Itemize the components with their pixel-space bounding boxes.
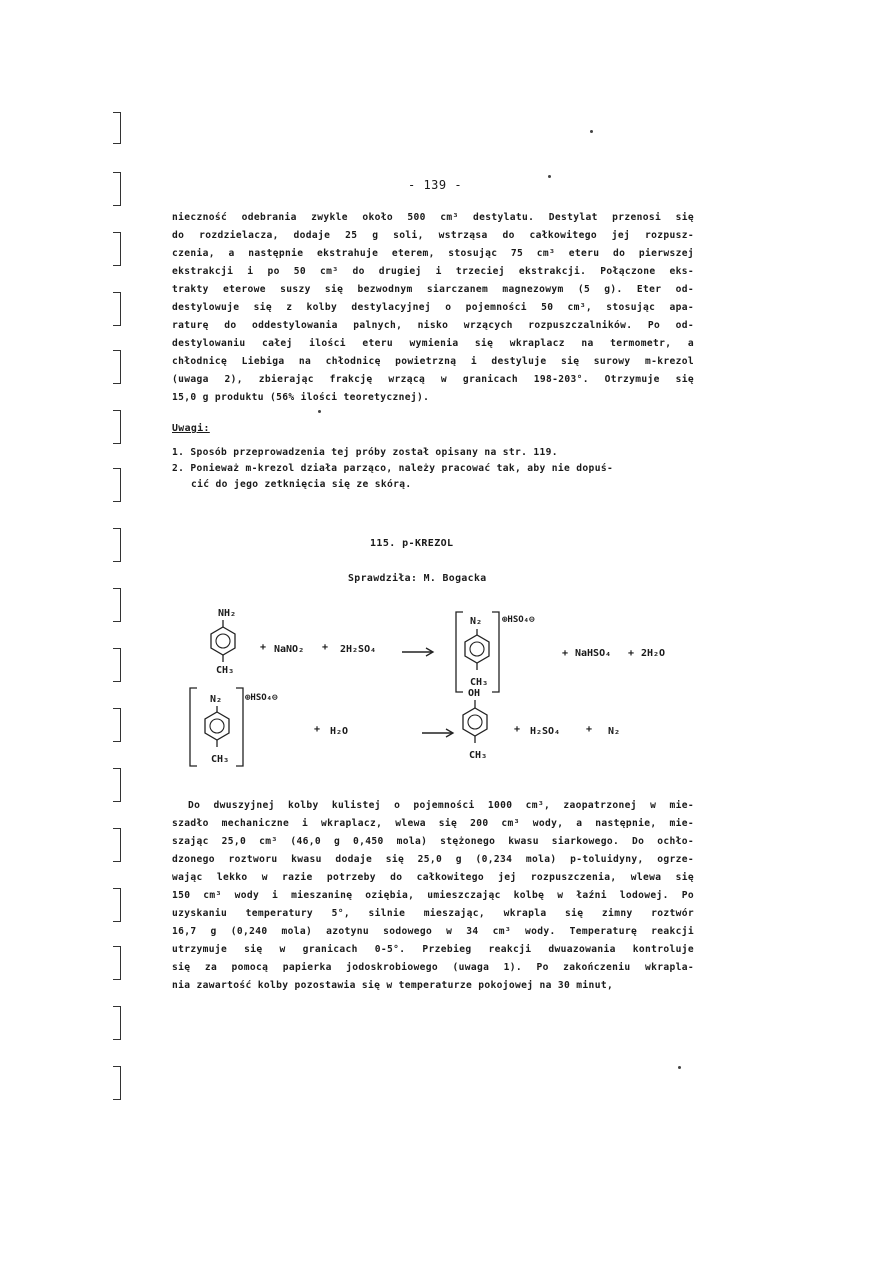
margin-bracket bbox=[113, 1006, 121, 1040]
margin-bracket bbox=[113, 292, 121, 326]
p-cresol-structure bbox=[463, 688, 487, 761]
text-line: (uwaga 2), zbierając frakcję wrzącą w granicach 198-203°. Otrzymuje się bbox=[172, 374, 694, 385]
margin-bracket bbox=[113, 648, 121, 682]
scan-speck bbox=[678, 1066, 681, 1069]
margin-bracket bbox=[113, 172, 121, 206]
text-line: trakty eterowe suszy się bezwodnym siarczanem magnezowym (5 g). Eter od- bbox=[172, 284, 694, 295]
scan-speck bbox=[590, 130, 593, 133]
text-line: destylowaniu całej ilości eteru wymienia się wkraplacz na termometr, a bbox=[172, 338, 694, 349]
ch3-label: CH₃ bbox=[470, 677, 489, 688]
text-line: raturę do oddestylowania palnych, nisko wrzących rozpuszczalników. Po od- bbox=[172, 320, 694, 331]
note-item-continuation: cić do jego zetknięcia się ze skórą. bbox=[191, 479, 412, 490]
plus-sign: + bbox=[260, 642, 267, 653]
note-item: 1. Sposób przeprowadzenia tej próby został opisany na str. 119. bbox=[172, 447, 558, 458]
text-line: Do dwuszyjnej kolby kulistej o pojemności 1000 cm³, zaopatrzonej w mie- bbox=[188, 800, 694, 811]
n2-gas-product: N₂ bbox=[608, 726, 621, 737]
text-line: ekstrakcji i po 50 cm³ do drugiej i trzeciej ekstrakcji. Połączone eks- bbox=[172, 266, 694, 277]
plus-sign: + bbox=[322, 642, 329, 653]
notes-heading: Uwagi: bbox=[172, 423, 210, 434]
margin-bracket bbox=[113, 112, 121, 144]
margin-bracket bbox=[113, 232, 121, 266]
text-line: 150 cm³ wody i mieszaninę oziębia, umieszczając kolbę w łaźni lodowej. Po bbox=[172, 890, 694, 901]
notes-list bbox=[172, 445, 694, 493]
nahso4-label: NaHSO₄ bbox=[575, 648, 612, 659]
text-line: wając lekko w razie potrzeby do całkowitego jej rozpuszczenia, wlewa się bbox=[172, 872, 694, 883]
margin-bracket bbox=[113, 588, 121, 622]
checked-by: Sprawdziła: M. Bogacka bbox=[348, 573, 487, 584]
h2so4-reagent: 2H₂SO₄ bbox=[340, 644, 377, 655]
paragraph-continuation bbox=[172, 209, 694, 407]
text-line: czenia, a następnie ekstrahuje eterem, stosując 75 cm³ eteru do pierwszej bbox=[172, 248, 694, 259]
margin-bracket bbox=[113, 828, 121, 862]
text-line: się za pomocą papierka jodoskrobiowego (uwaga 1). Po zakończeniu wkrapla- bbox=[172, 962, 694, 973]
text-line: szając 25,0 cm³ (46,0 g 0,450 mola) stężonego kwasu siarkowego. Do ochło- bbox=[172, 836, 694, 847]
margin-bracket bbox=[113, 1066, 121, 1100]
text-line: destylowuje się z kolby destylacyjnej o pojemności 50 cm³, stosując apa- bbox=[172, 302, 694, 313]
margin-bracket bbox=[113, 410, 121, 444]
text-line: utrzymuje się w granicach 0-5°. Przebieg reakcji dwuazowania kontroluje bbox=[172, 944, 694, 955]
text-line: dzonego roztworu kwasu dodaje się 25,0 g (0,234 mola) p-toluidyny, ogrze- bbox=[172, 854, 694, 865]
reaction-scheme bbox=[180, 600, 700, 780]
n2-label: N₂ bbox=[470, 616, 483, 627]
text-line: szadło mechaniczne i wkraplacz, wlewa się 200 cm³ wody, a następnie, mie- bbox=[172, 818, 694, 829]
margin-bracket bbox=[113, 768, 121, 802]
h2o-reagent: H₂O bbox=[330, 726, 349, 737]
n2-label: N₂ bbox=[210, 694, 223, 705]
scan-speck bbox=[318, 410, 321, 413]
text-line: nia zawartość kolby pozostawia się w temperaturze pokojowej na 30 minut, bbox=[172, 980, 614, 991]
text-line: 16,7 g (0,240 mola) azotynu sodowego w 34 cm³ wody. Temperaturę reakcji bbox=[172, 926, 694, 937]
diazonium-salt-structure bbox=[456, 612, 535, 692]
plus-sign: + bbox=[314, 724, 321, 735]
text-line: chłodnicę Liebiga na chłodnicę powietrzną i destyluje się surowy m-krezol bbox=[172, 356, 694, 367]
text-line: do rozdzielacza, dodaje 25 g soli, wstrząsa do całkowitego jej rozpusz- bbox=[172, 230, 694, 241]
margin-bracket bbox=[113, 888, 121, 922]
text-line: uzyskaniu temperatury 5°, silnie mieszając, wkrapla się zimny roztwór bbox=[172, 908, 694, 919]
plus-sign: + bbox=[562, 648, 569, 659]
diazonium-salt-reagent bbox=[190, 688, 278, 766]
page-number: - 139 - bbox=[408, 178, 463, 192]
p-toluidine-structure bbox=[211, 608, 236, 676]
plus-sign: + bbox=[514, 724, 521, 735]
procedure-paragraph bbox=[172, 797, 694, 995]
ch3-label: CH₃ bbox=[469, 750, 488, 761]
nh2-label: NH₂ bbox=[218, 608, 237, 619]
plus-sign: + bbox=[628, 648, 635, 659]
margin-bracket bbox=[113, 350, 121, 384]
margin-bracket bbox=[113, 528, 121, 562]
hso4-counterion: ⊕HSO₄⊖ bbox=[245, 693, 278, 703]
nano2-label: NaNO₂ bbox=[274, 644, 305, 655]
text-line: 15,0 g produktu (56% ilości teoretycznej). bbox=[172, 392, 430, 403]
h2so4-product: H₂SO₄ bbox=[530, 726, 561, 737]
margin-bracket bbox=[113, 946, 121, 980]
note-item: 2. Ponieważ m-krezol działa parząco, należy pracować tak, aby nie dopuś- bbox=[172, 463, 614, 474]
section-title: 115. p-KREZOL bbox=[370, 538, 454, 549]
scan-speck bbox=[548, 175, 551, 178]
hso4-counterion: ⊕HSO₄⊖ bbox=[502, 615, 535, 625]
ch3-label: CH₃ bbox=[211, 754, 230, 765]
margin-bracket bbox=[113, 708, 121, 742]
oh-label: OH bbox=[468, 688, 481, 699]
ch3-label: CH₃ bbox=[216, 665, 235, 676]
text-line: nieczność odebrania zwykle około 500 cm³ destylatu. Destylat przenosi się bbox=[172, 212, 694, 223]
plus-sign: + bbox=[586, 724, 593, 735]
margin-bracket bbox=[113, 468, 121, 502]
h2o-product: 2H₂O bbox=[641, 648, 666, 659]
